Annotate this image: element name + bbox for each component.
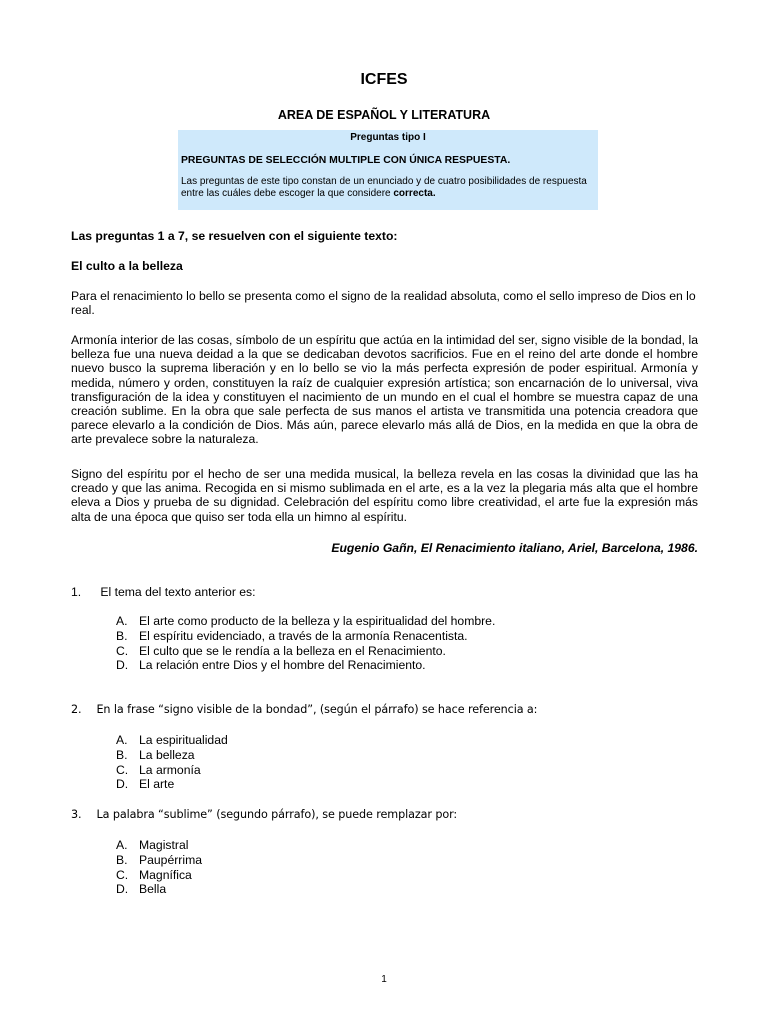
option-letter: B. xyxy=(116,628,128,643)
question-text: El tema del texto anterior es: xyxy=(100,585,256,599)
instructions: Las preguntas 1 a 7, se resuelven con el siguiente texto: xyxy=(71,229,398,243)
option-text: Paupérrima xyxy=(139,852,202,867)
option-letter: D. xyxy=(116,658,129,673)
option-a[interactable] xyxy=(116,838,202,853)
question-type-description-text: Las preguntas de este tipo constan de un enunciado y de cuatro posibilidades de respuesta entre las cuáles debe escoger la que considere xyxy=(181,176,587,199)
question-3 xyxy=(71,808,698,822)
option-text: La armonía xyxy=(139,762,201,777)
page-number: 1 xyxy=(381,974,387,985)
citation: Eugenio Gañn, El Renacimiento italiano, Ariel, Barcelona, 1986. xyxy=(331,541,698,555)
question-type-heading: PREGUNTAS DE SELECCIÓN MULTIPLE CON ÚNICA RESPUESTA. xyxy=(181,155,511,166)
option-c[interactable] xyxy=(116,763,228,778)
option-letter: D. xyxy=(116,882,129,897)
option-d[interactable] xyxy=(116,658,495,673)
option-text: El culto que se le rendía a la belleza en el Renacimiento. xyxy=(139,643,446,658)
question-3-options xyxy=(116,838,202,897)
option-letter: B. xyxy=(116,852,128,867)
option-text: El arte como producto de la belleza y la espiritualidad del hombre. xyxy=(139,614,496,628)
option-text: El arte xyxy=(139,777,175,792)
option-c[interactable] xyxy=(116,868,202,883)
question-type-box xyxy=(178,130,598,210)
question-2 xyxy=(71,703,698,717)
paragraph-3: Signo del espíritu por el hecho de ser una medida musical, la belleza revela en las cosas la divinidad que las ha creado y que las anima. Recogida en si mismo sublimada en el arte, es a la vez la plegaria más alta que el hombre eleva a Dios y prueba de su dignidad. Celebración del espíritu como libre creatividad, el arte fue la expresión más alta de una época que quiso ser toda ella un himno al espíritu. xyxy=(71,467,698,524)
option-c[interactable] xyxy=(116,644,495,659)
option-text: Bella xyxy=(139,882,167,897)
option-b[interactable] xyxy=(116,629,495,644)
option-letter: D. xyxy=(116,777,129,792)
question-2-options xyxy=(116,733,228,792)
option-letter: A. xyxy=(116,733,128,747)
question-type-description-bold: correcta. xyxy=(393,188,436,199)
option-letter: B. xyxy=(116,747,128,762)
question-1-options xyxy=(116,614,495,673)
option-letter: C. xyxy=(116,867,129,882)
question-type-title: Preguntas tipo I xyxy=(350,132,426,143)
option-text: Magnífica xyxy=(139,867,192,882)
option-text: Magistral xyxy=(139,838,189,852)
option-letter: C. xyxy=(116,762,129,777)
option-text: La belleza xyxy=(139,747,195,762)
paragraph-1: Para el renacimiento lo bello se presenta como el signo de la realidad absoluta, como el sello impreso de Dios en lo real. xyxy=(71,289,696,318)
document-subtitle: AREA DE ESPAÑOL Y LITERATURA xyxy=(277,108,491,122)
option-d[interactable] xyxy=(116,777,228,792)
reading-title: El culto a la belleza xyxy=(71,259,183,273)
option-text: La relación entre Dios y el hombre del Renacimiento. xyxy=(139,658,426,673)
document-title: ICFES xyxy=(360,71,408,88)
option-text: El espíritu evidenciado, a través de la armonía Renacentista. xyxy=(139,628,468,643)
option-a[interactable] xyxy=(116,733,228,748)
option-a[interactable] xyxy=(116,614,495,629)
question-number: 2. xyxy=(71,703,82,716)
option-letter: A. xyxy=(116,838,128,852)
option-letter: A. xyxy=(116,614,128,628)
paragraph-2: Armonía interior de las cosas, símbolo de un espíritu que actúa en la intimidad del ser, signo visible de la bondad, la belleza fue una nueva deidad a la que se dedicaban devotos sacrificios. Fue en el reino del arte donde el hombre nuevo busco la suprema liberación y en lo bello se vio la más perfecta expresión de poder espiritual. Armonía y medida, número y orden, constituyen la raíz de cualquier expresión artística; son encarnación de lo universal, viva transfiguración de la idea y constituyen el nacimiento de un mundo en el cual el hombre se muestra capaz de una creación sublime. En la obra que sale perfecta de sus manos el artista ve transmitida una potencia creadora que parece elevarlo a la condición de Dios. Más aún, parece elevarlo más allá de Dios, en la medida en que la obra de arte prevalece sobre la naturaleza. xyxy=(71,333,698,447)
question-1 xyxy=(71,585,698,599)
question-text: En la frase “signo visible de la bondad”, (según el párrafo) se hace referencia a: xyxy=(96,703,538,716)
option-letter: C. xyxy=(116,643,129,658)
question-text: La palabra “sublime” (segundo párrafo), se puede remplazar por: xyxy=(96,808,458,821)
question-number: 3. xyxy=(71,808,82,821)
option-d[interactable] xyxy=(116,882,202,897)
question-number: 1. xyxy=(71,585,82,599)
option-b[interactable] xyxy=(116,853,202,868)
option-b[interactable] xyxy=(116,748,228,763)
question-type-description xyxy=(181,176,595,200)
option-text: La espiritualidad xyxy=(139,733,228,747)
